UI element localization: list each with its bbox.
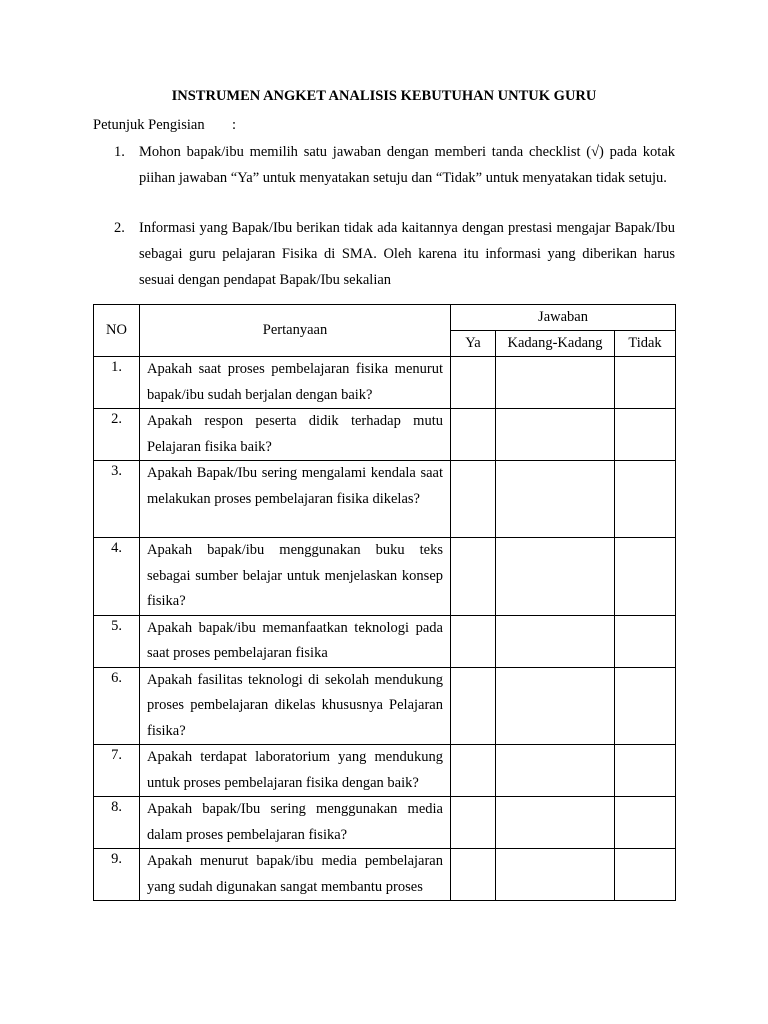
table-row — [94, 409, 676, 461]
table-row — [94, 615, 676, 667]
question-text: Apakah Bapak/Ibu sering mengalami kendala saat melakukan proses pembelajaran fisika dikelas? — [140, 461, 451, 538]
row-number: 7. — [94, 745, 140, 797]
row-number: 4. — [94, 538, 140, 616]
instruction-item — [114, 139, 675, 191]
instructions-label: Petunjuk Pengisian — [93, 117, 205, 133]
instructions-heading — [93, 117, 237, 134]
answer-kadang-box[interactable] — [496, 615, 615, 667]
answer-tidak-box[interactable] — [615, 615, 676, 667]
answer-tidak-box[interactable] — [615, 849, 676, 901]
table-row — [94, 667, 676, 745]
answer-kadang-box[interactable] — [496, 849, 615, 901]
instruction-number: 2. — [114, 220, 125, 236]
row-number: 6. — [94, 667, 140, 745]
answer-ya-box[interactable] — [451, 538, 496, 616]
questionnaire-table — [93, 304, 676, 901]
answer-tidak-box[interactable] — [615, 745, 676, 797]
header-jawaban: Jawaban — [451, 305, 676, 331]
answer-ya-box[interactable] — [451, 667, 496, 745]
answer-kadang-box[interactable] — [496, 745, 615, 797]
answer-tidak-box[interactable] — [615, 538, 676, 616]
answer-kadang-box[interactable] — [496, 357, 615, 409]
header-ya: Ya — [451, 331, 496, 357]
answer-ya-box[interactable] — [451, 797, 496, 849]
question-text: Apakah fasilitas teknologi di sekolah mendukung proses pembelajaran dikelas khususnya Pelajaran fisika? — [140, 667, 451, 745]
table-row — [94, 797, 676, 849]
instructions-colon: : — [232, 117, 237, 133]
answer-kadang-box[interactable] — [496, 461, 615, 538]
question-text: Apakah menurut bapak/ibu media pembelajaran yang sudah digunakan sangat membantu proses — [140, 849, 451, 901]
answer-tidak-box[interactable] — [615, 357, 676, 409]
answer-ya-box[interactable] — [451, 849, 496, 901]
row-number: 2. — [94, 409, 140, 461]
row-number: 9. — [94, 849, 140, 901]
answer-ya-box[interactable] — [451, 357, 496, 409]
instruction-text: Mohon bapak/ibu memilih satu jawaban dengan memberi tanda checklist (√) pada kotak piihan jawaban “Ya” untuk menyatakan setuju dan “Tidak” untuk menyatakan tidak setuju. — [139, 144, 675, 186]
row-number: 3. — [94, 461, 140, 538]
answer-kadang-box[interactable] — [496, 409, 615, 461]
document-title: INSTRUMEN ANGKET ANALISIS KEBUTUHAN UNTUK GURU — [171, 88, 597, 104]
header-no: NO — [94, 305, 140, 357]
answer-ya-box[interactable] — [451, 745, 496, 797]
row-number: 1. — [94, 357, 140, 409]
answer-tidak-box[interactable] — [615, 409, 676, 461]
table-row — [94, 745, 676, 797]
row-number: 5. — [94, 615, 140, 667]
answer-ya-box[interactable] — [451, 409, 496, 461]
question-text: Apakah bapak/Ibu sering menggunakan media dalam proses pembelajaran fisika? — [140, 797, 451, 849]
instruction-text: Informasi yang Bapak/Ibu berikan tidak ada kaitannya dengan prestasi mengajar Bapak/Ibu sebagai guru pelajaran Fisika di SMA. Oleh karena itu informasi yang diberikan harus sesuai dengan pendapat Bapak/Ibu sekalian — [139, 220, 675, 288]
answer-kadang-box[interactable] — [496, 538, 615, 616]
answer-ya-box[interactable] — [451, 615, 496, 667]
answer-kadang-box[interactable] — [496, 797, 615, 849]
header-tidak: Tidak — [615, 331, 676, 357]
question-text: Apakah terdapat laboratorium yang mendukung untuk proses pembelajaran fisika dengan baik? — [140, 745, 451, 797]
table-row — [94, 461, 676, 538]
instruction-number: 1. — [114, 144, 125, 160]
instruction-item — [114, 215, 675, 293]
answer-tidak-box[interactable] — [615, 797, 676, 849]
table-row — [94, 357, 676, 409]
table-row — [94, 849, 676, 901]
answer-tidak-box[interactable] — [615, 461, 676, 538]
question-text: Apakah saat proses pembelajaran fisika menurut bapak/ibu sudah berjalan dengan baik? — [140, 357, 451, 409]
answer-kadang-box[interactable] — [496, 667, 615, 745]
answer-tidak-box[interactable] — [615, 667, 676, 745]
row-number: 8. — [94, 797, 140, 849]
table-row — [94, 538, 676, 616]
question-text: Apakah bapak/ibu memanfaatkan teknologi pada saat proses pembelajaran fisika — [140, 615, 451, 667]
question-text: Apakah respon peserta didik terhadap mutu Pelajaran fisika baik? — [140, 409, 451, 461]
question-text: Apakah bapak/ibu menggunakan buku teks sebagai sumber belajar untuk menjelaskan konsep fisika? — [140, 538, 451, 616]
header-kadang-kadang: Kadang-Kadang — [496, 331, 615, 357]
header-pertanyaan: Pertanyaan — [140, 305, 451, 357]
answer-ya-box[interactable] — [451, 461, 496, 538]
